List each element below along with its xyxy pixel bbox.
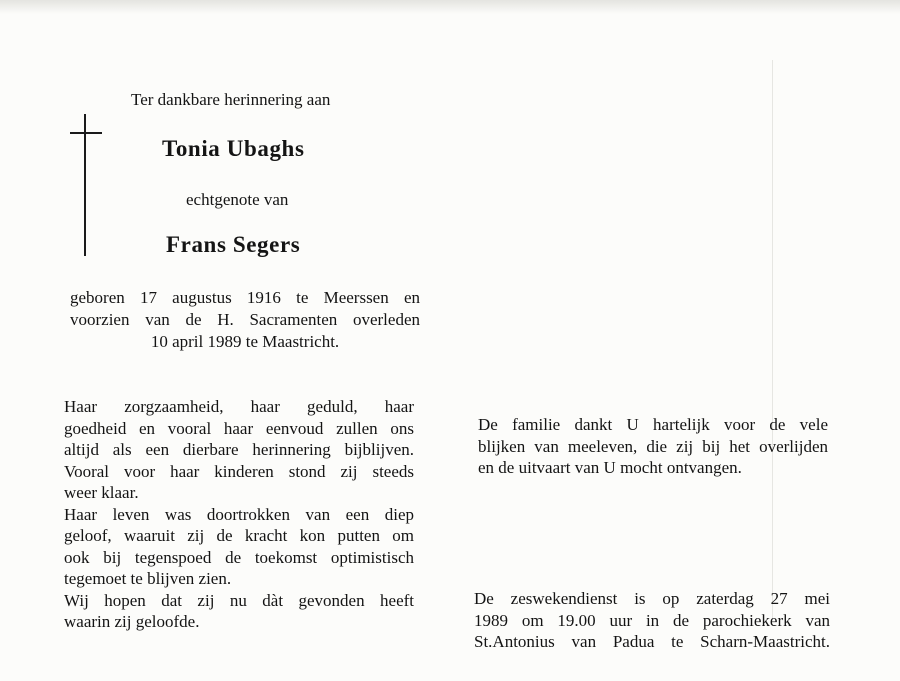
bio-block xyxy=(70,287,420,353)
service-text-line: De zeswekendienst is op zaterdag 27 mei xyxy=(474,589,830,608)
deceased-name: Tonia Ubaghs xyxy=(162,136,305,161)
bio-line: voorzien van de H. Sacramenten overleden xyxy=(70,310,420,329)
cross-vertical-bar xyxy=(84,114,86,256)
spouse-label: echtgenote van xyxy=(186,190,289,209)
bio-line: geboren 17 augustus 1916 te Meerssen en xyxy=(70,288,420,307)
service-text-block xyxy=(474,588,830,653)
main-text-line: goedheid en vooral haar eenvoud zullen ons xyxy=(64,418,414,438)
thanks-text-line: blijken van meeleven, die zij bij het overlijden xyxy=(478,436,828,456)
thanks-text-block xyxy=(478,414,828,479)
intro-text: Ter dankbare herinnering aan xyxy=(131,90,331,109)
thanks-text-line: en de uitvaart van U mocht ontvangen. xyxy=(478,458,742,477)
main-text-line: waarin zij geloofde. xyxy=(64,612,200,631)
spouse-name: Frans Segers xyxy=(166,232,301,257)
main-text-line: ook bij tegenspoed de toekomst optimistisch xyxy=(64,547,414,567)
main-text-line: tegemoet te blijven zien. xyxy=(64,569,232,588)
cross-horizontal-bar xyxy=(70,132,102,134)
main-text-line: geloof, waaruit zij de kracht kon putten om xyxy=(64,526,414,545)
main-text-block xyxy=(64,396,414,633)
main-text-line: altijd als een dierbare herinnering bijblijven. xyxy=(64,440,414,459)
main-text-line: Vooral voor haar kinderen stond zij steeds xyxy=(64,461,414,481)
service-text-line: St.Antonius van Padua te Scharn-Maastricht. xyxy=(474,632,830,651)
scan-shadow xyxy=(0,0,900,14)
main-text-line: Haar zorgzaamheid, haar geduld, haar xyxy=(64,397,414,416)
main-text-line: Haar leven was doortrokken van een diep xyxy=(64,504,414,524)
bio-line: 10 april 1989 te Maastricht. xyxy=(150,332,340,351)
main-text-line: weer klaar. xyxy=(64,483,139,502)
service-text-line: 1989 om 19.00 uur in de parochiekerk van xyxy=(474,610,830,630)
thanks-text-line: De familie dankt U hartelijk voor de vele xyxy=(478,415,828,434)
main-text-line: Wij hopen dat zij nu dàt gevonden heeft xyxy=(64,590,414,610)
fold-line xyxy=(772,60,773,620)
